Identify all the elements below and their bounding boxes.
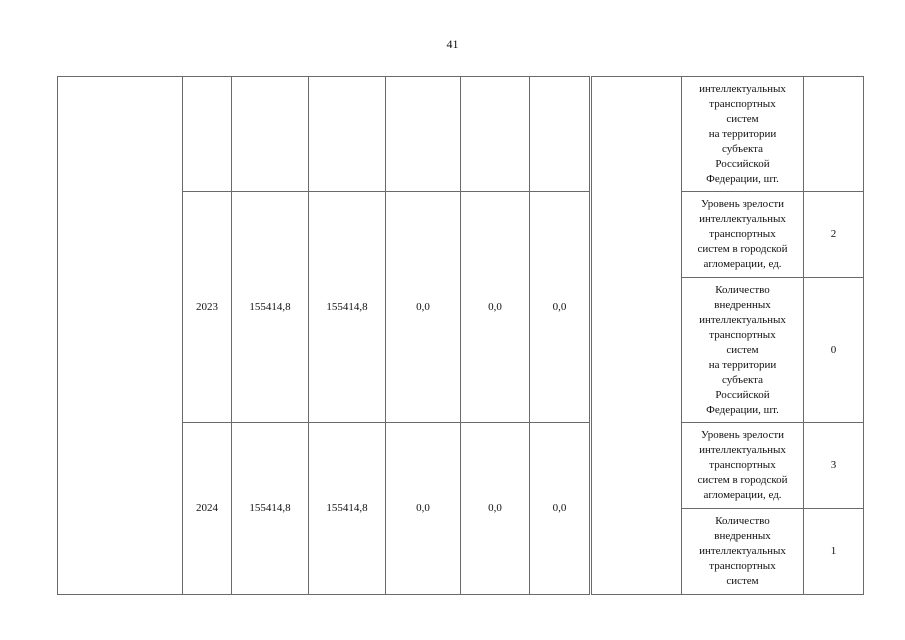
page-number: 41 (446, 37, 459, 51)
cell-indicator-2024-maturity: Уровень зрелости интеллектуальных транспортных систем в городской агломерации, ед. (682, 423, 804, 509)
cell-result-blank (591, 77, 682, 595)
financing-table (57, 76, 864, 595)
cell-value-2023-count: 0 (804, 278, 864, 423)
cell-total-blank (232, 77, 309, 192)
cell-other-blank (530, 77, 591, 192)
cell-indicator-2023-maturity: Уровень зрелости интеллектуальных транспортных систем в городской агломерации, ед. (682, 192, 804, 278)
cell-federal-2023: 155414,8 (309, 192, 386, 423)
cell-year-2023: 2023 (183, 192, 232, 423)
table-row-continuation (58, 77, 864, 192)
cell-value-2024-maturity: 3 (804, 423, 864, 509)
cell-other-2024: 0,0 (530, 423, 591, 595)
cell-local-2024: 0,0 (461, 423, 530, 595)
cell-local-blank (461, 77, 530, 192)
cell-federal-blank (309, 77, 386, 192)
cell-name-blank (58, 77, 183, 595)
cell-indicator-continuation: интеллектуальных транспортных систем на территории субъекта Российской Федерации, шт. (682, 77, 804, 192)
cell-total-2023: 155414,8 (232, 192, 309, 423)
cell-regional-2023: 0,0 (386, 192, 461, 423)
cell-local-2023: 0,0 (461, 192, 530, 423)
cell-regional-2024: 0,0 (386, 423, 461, 595)
cell-value-continuation (804, 77, 864, 192)
cell-year-blank (183, 77, 232, 192)
cell-value-2024-count: 1 (804, 509, 864, 595)
cell-year-2024: 2024 (183, 423, 232, 595)
cell-indicator-2023-count: Количество внедренных интеллектуальных транспортных систем на территории субъекта Российской Федерации, шт. (682, 278, 804, 423)
cell-total-2024: 155414,8 (232, 423, 309, 595)
cell-regional-blank (386, 77, 461, 192)
cell-other-2023: 0,0 (530, 192, 591, 423)
cell-federal-2024: 155414,8 (309, 423, 386, 595)
cell-value-2023-maturity: 2 (804, 192, 864, 278)
cell-indicator-2024-count: Количество внедренных интеллектуальных транспортных систем (682, 509, 804, 595)
